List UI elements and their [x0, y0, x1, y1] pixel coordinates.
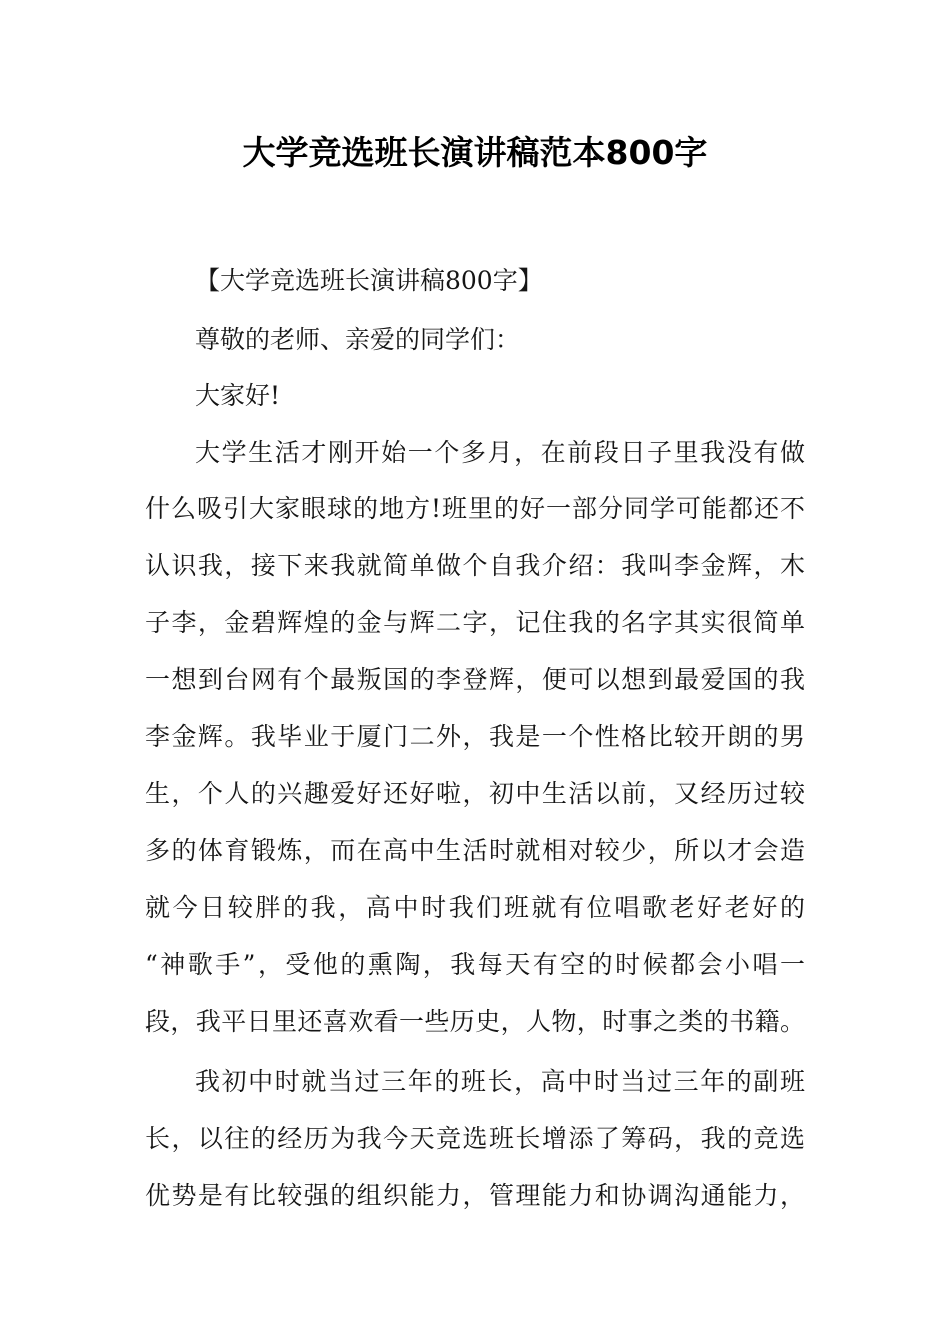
paragraph-line: 大学生活才刚开始一个多月，在前段日子里我没有做: [195, 438, 805, 467]
paragraph-line: 什么吸引大家眼球的地方!班里的好一部分同学可能都还不: [145, 494, 805, 523]
greeting-line: 大家好!: [195, 381, 281, 410]
paragraph-line: 长，以往的经历为我今天竞选班长增添了筹码，我的竞选: [145, 1124, 805, 1153]
paragraph-line: 就今日较胖的我，高中时我们班就有位唱歌老好老好的: [145, 893, 805, 922]
document-title: 大学竞选班长演讲稿范本800字: [242, 133, 708, 172]
subtitle-line: 【大学竞选班长演讲稿800字】: [195, 266, 543, 295]
paragraph-line: 子李，金碧辉煌的金与辉二字，记住我的名字其实很简单: [145, 608, 805, 637]
salutation-line: 尊敬的老师、亲爱的同学们：: [195, 325, 521, 354]
paragraph-line: 李金辉。我毕业于厦门二外，我是一个性格比较开朗的男: [145, 722, 805, 751]
paragraph-line: 优势是有比较强的组织能力，管理能力和协调沟通能力，: [145, 1181, 805, 1210]
paragraph-line: 段，我平日里还喜欢看一些历史，人物，时事之类的书籍。: [145, 1007, 805, 1036]
paragraph-line: 认识我，接下来我就简单做个自我介绍：我叫李金辉，木: [145, 551, 805, 580]
paragraph-line: “神歌手”，受他的熏陶，我每天有空的时候都会小唱一: [145, 950, 805, 979]
paragraph-line: 生，个人的兴趣爱好还好啦，初中生活以前，又经历过较: [145, 779, 805, 808]
paragraph-line: 多的体育锻炼，而在高中生活时就相对较少，所以才会造: [145, 836, 805, 865]
paragraph-line: 我初中时就当过三年的班长，高中时当过三年的副班: [195, 1067, 805, 1096]
paragraph-line: 一想到台网有个最叛国的李登辉，便可以想到最爱国的我: [145, 665, 805, 694]
